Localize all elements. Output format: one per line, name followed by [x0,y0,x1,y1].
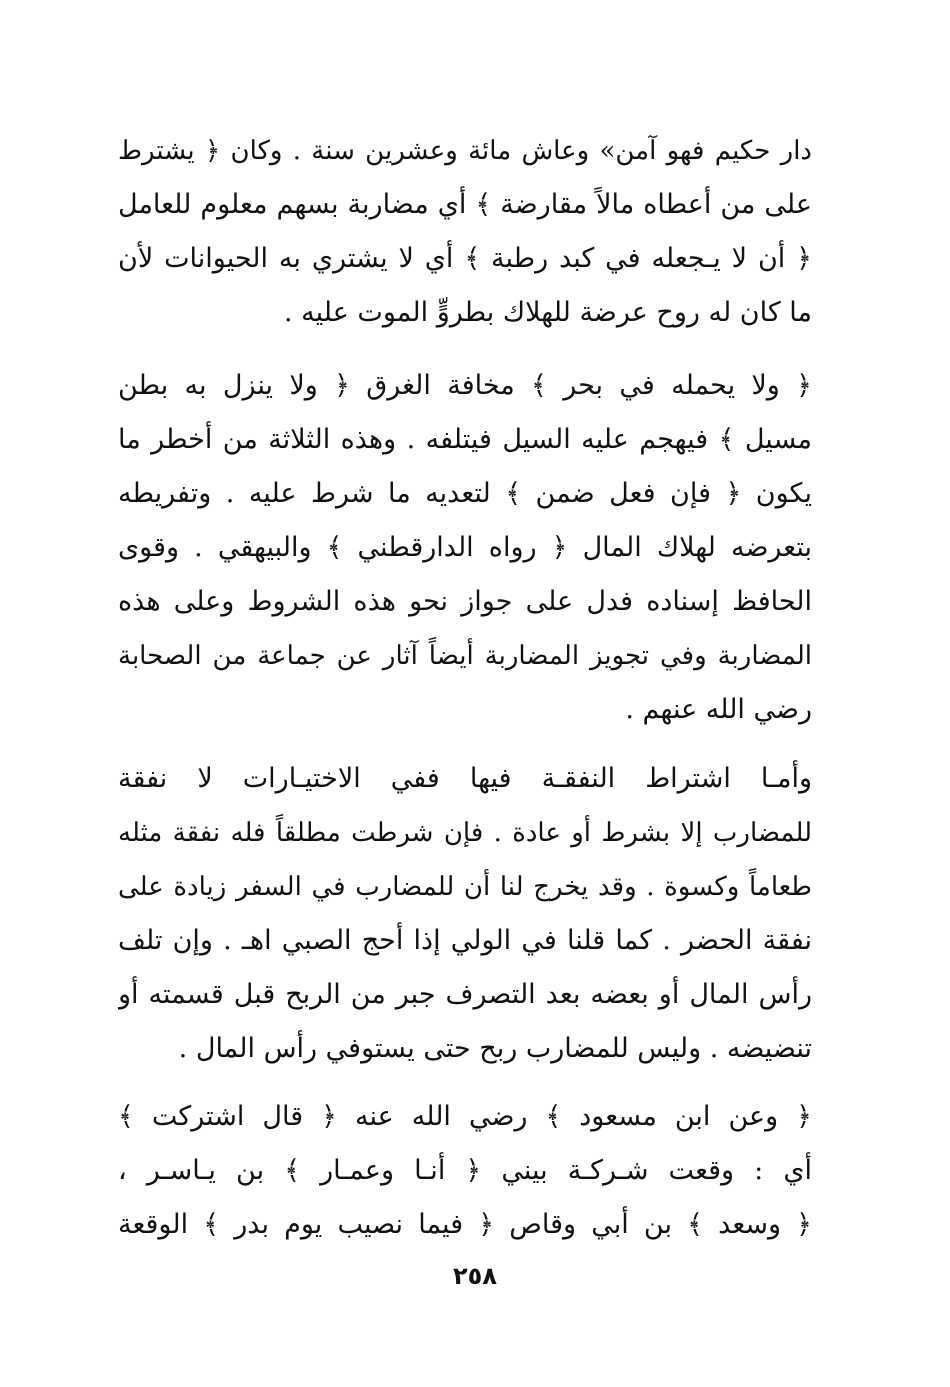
text-line: مسيل ﴾ فيهجم عليه السيل فيتلفه . وهذه الثلاثة من أخطر ما [118,424,812,455]
text-line: طعاماً وكسوة . وقد يخرج لنا أن للمضارب في السفر زيادة على [118,872,812,902]
paragraph-4 [118,1090,812,1252]
text-line: الحافظ إسناده فدل على جواز نحو هذه الشروط وعلى هذه [118,586,812,617]
text-line: أي : وقعت شـركـة بيني ﴿ أنـا وعمـار ﴾ بن يـاسـر ، [118,1155,812,1186]
text-line: بتعرضه لهلاك المال ﴿ رواه الدارقطني ﴾ والبيهقي . وقوى [118,532,812,563]
text-line: ﴿ أن لا يـجعله في كبد رطبة ﴾ أي لا يشتري به الحيوانات لأن [118,243,812,274]
text-line: ما كان له روح عرضة للهلاك بطروٍّ الموت عليه . [284,297,812,328]
text-line: رأس المال أو بعضه بعد التصرف جبر من الربح قبل قسمته أو [118,979,812,1010]
page-number: ٢٥٨ [453,1262,497,1290]
text-line: المضاربة وفي تجويز المضاربة أيضاً آثار عن جماعة من الصحابة [118,641,812,671]
text-line: للمضارب إلا بشرط أو عادة . فإن شرطت مطلقاً فله نفقة مثله [118,818,812,848]
text-line: ﴿ ولا يحمله في بحر ﴾ مخافة الغرق ﴿ ولا ينزل به بطن [118,370,812,401]
paragraph-1 [118,124,812,340]
paragraph-2 [118,359,812,737]
text-line: على من أعطاه مالاً مقارضة ﴾ أي مضاربة بسهم معلوم للعامل [118,189,812,220]
text-line: تنضيضه . وليس للمضارب ربح حتى يستوفي رأس المال . [178,1033,812,1064]
text-line: دار حكيم فهو آمن» وعاش مائة وعشرين سنة . وكان ﴿ يشترط [118,136,812,166]
text-line: وأمـا اشتراط النفقـة فيها ففي الاختيـارات لا نفقة [118,763,812,794]
text-line: يكون ﴿ فإن فعل ضمن ﴾ لتعديه ما شرط عليه . وتفريطه [118,478,812,509]
text-line: نفقة الحضر . كما قلنا في الولي إذا أحج الصبي اهـ . وإن تلف [118,925,812,956]
text-line: ﴿ وعن ابن مسعود ﴾ رضي الله عنه ﴿ قال اشتركت ﴾ [118,1101,812,1132]
text-line: رضي الله عنهم . [625,694,812,725]
paragraph-3 [118,752,812,1076]
text-line: ﴿ وسعد ﴾ بن أبي وقاص ﴿ فيما نصيب يوم بدر ﴾ الوقعة [118,1209,812,1240]
